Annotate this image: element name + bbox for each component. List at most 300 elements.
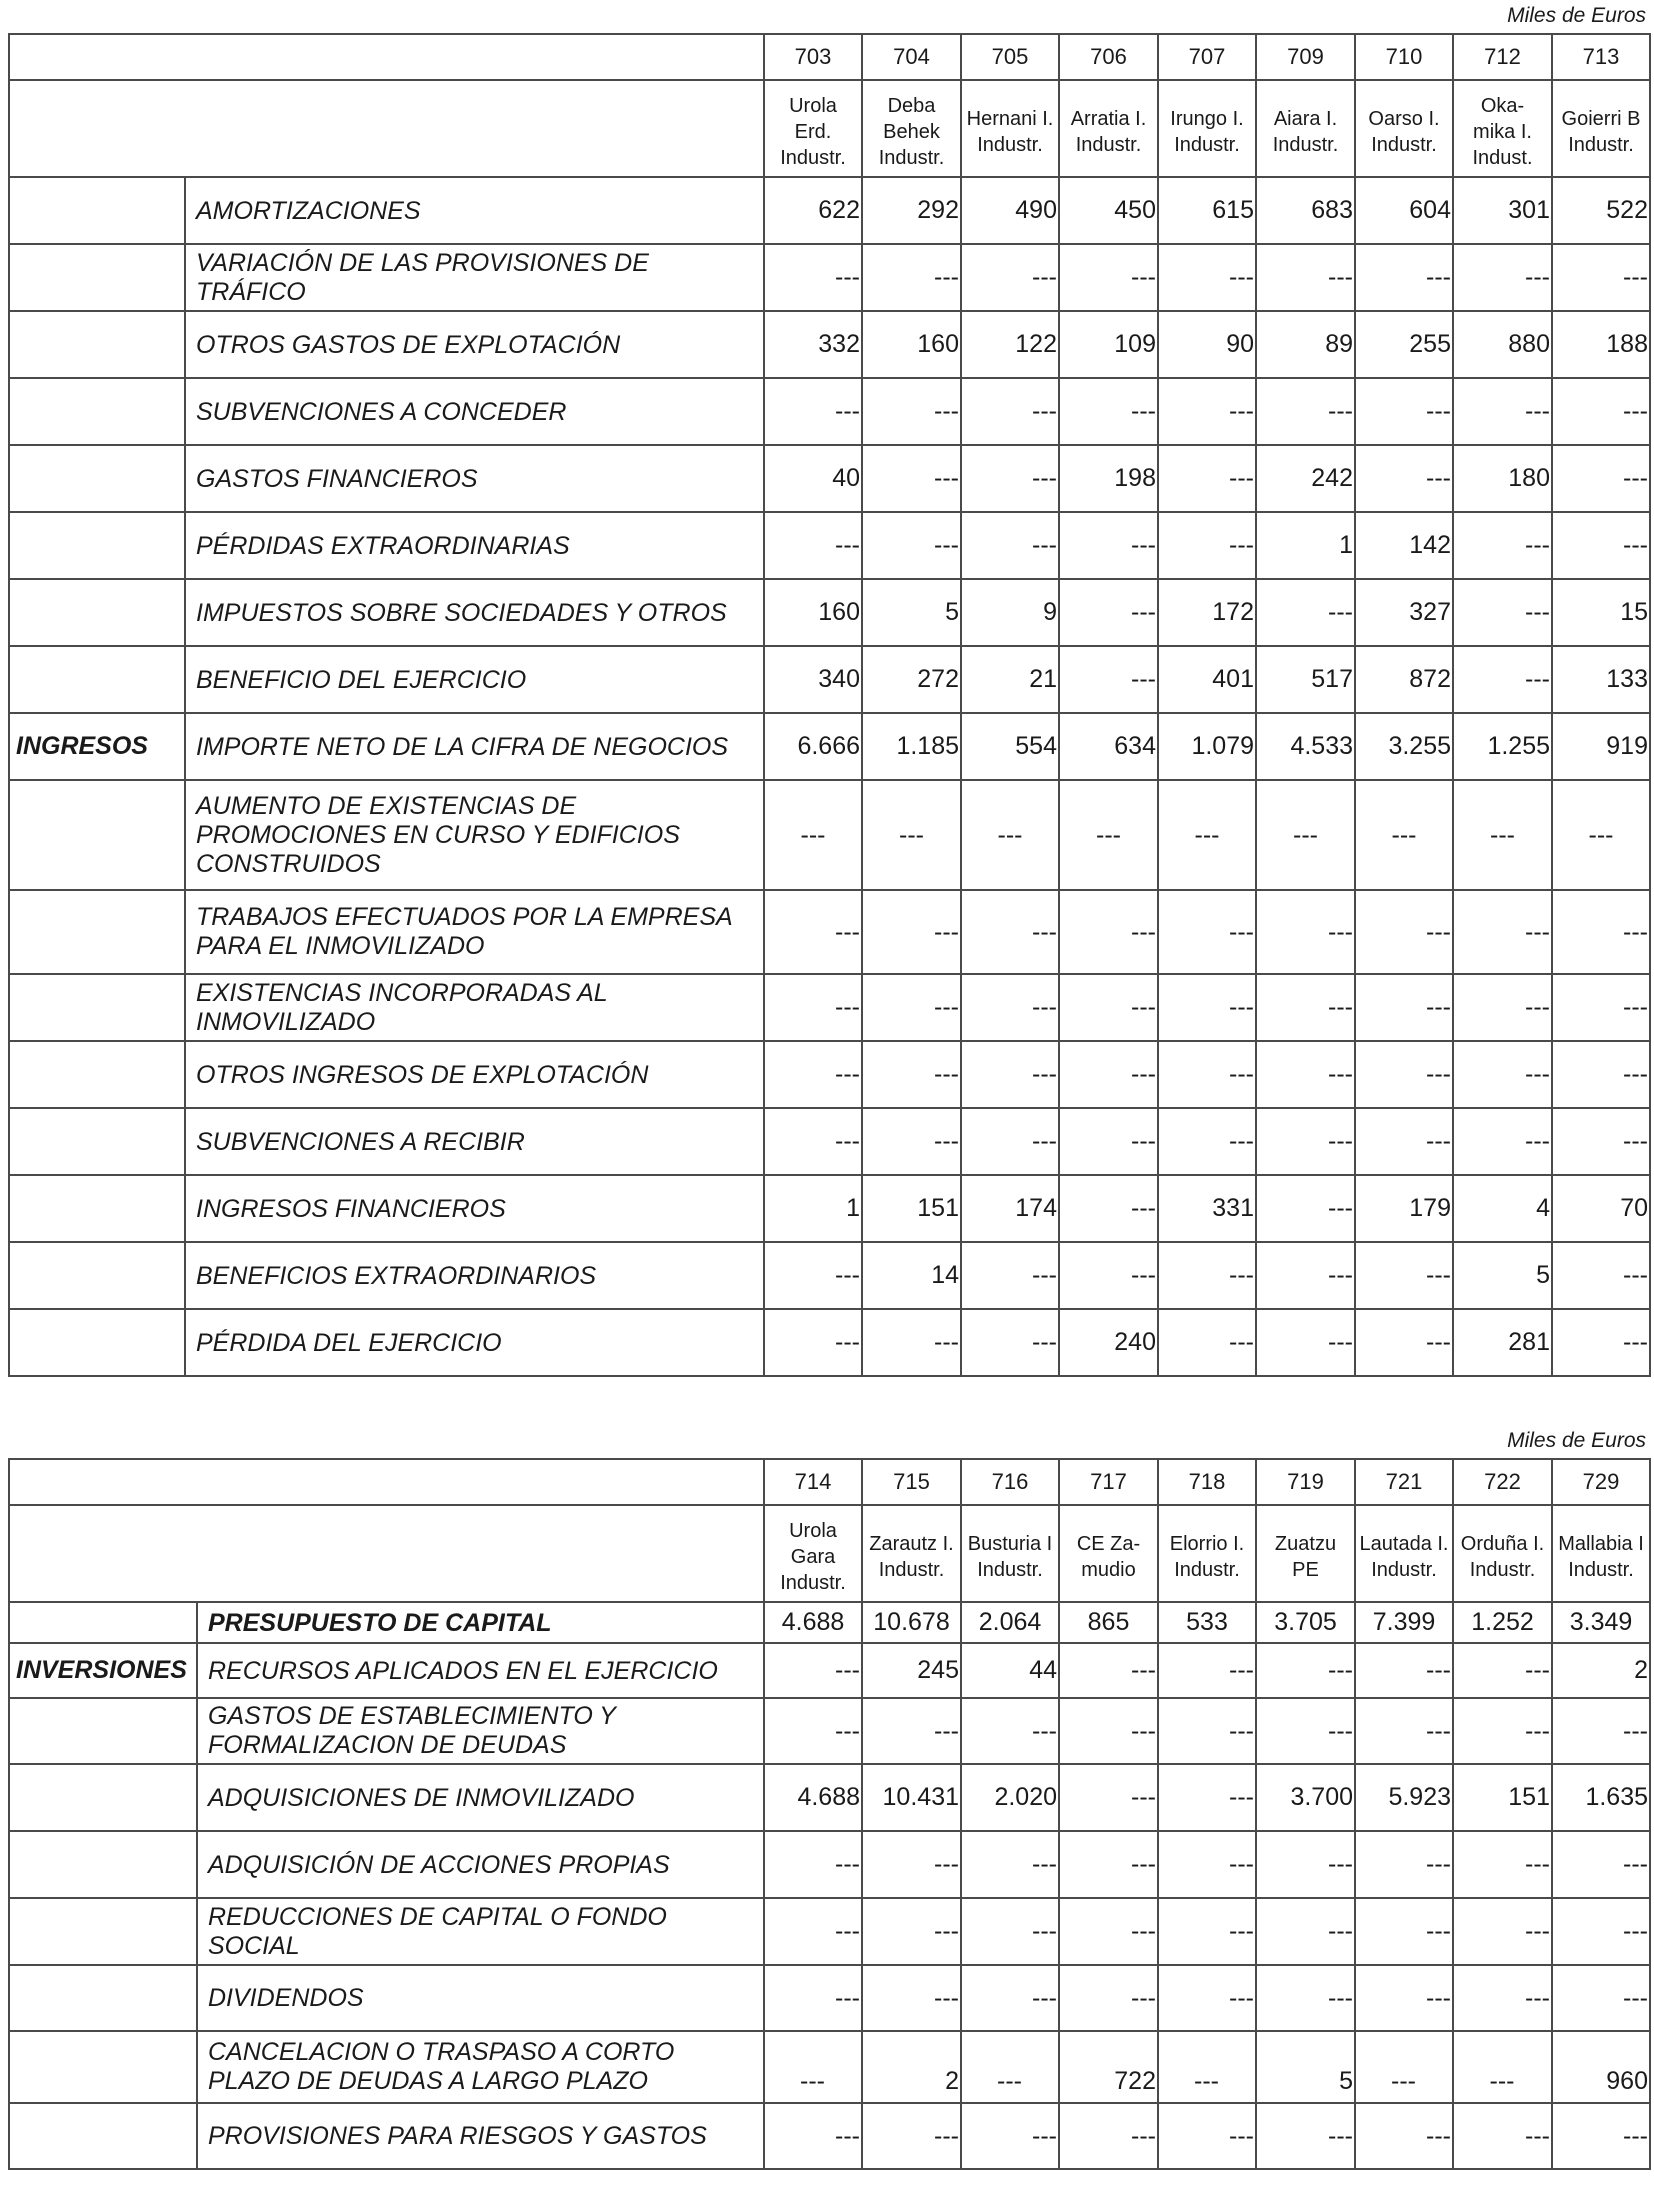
value-cell: --- xyxy=(862,244,961,311)
value-cell: --- xyxy=(961,780,1059,890)
value-cell: 90 xyxy=(1158,311,1256,378)
value-cell: --- xyxy=(1552,2103,1650,2169)
table-row-variacion-de-las-provisiones-de xyxy=(9,244,1650,311)
group-cell xyxy=(9,646,185,713)
header-blank-cell xyxy=(9,1459,764,1505)
value-cell: 9 xyxy=(961,579,1059,646)
entity-code: 715 xyxy=(862,1459,961,1505)
value-cell: 10.431 xyxy=(862,1764,961,1831)
value-cell: --- xyxy=(1059,1643,1158,1698)
entity-code: 709 xyxy=(1256,34,1355,80)
value-cell: 240 xyxy=(1059,1309,1158,1376)
value-cell: --- xyxy=(764,1309,862,1376)
group-cell xyxy=(9,244,185,311)
value-cell: 4.688 xyxy=(764,1602,862,1643)
value-cell: --- xyxy=(1256,1108,1355,1175)
group-cell xyxy=(9,780,185,890)
value-cell: 122 xyxy=(961,311,1059,378)
value-cell: 172 xyxy=(1158,579,1256,646)
value-cell: --- xyxy=(961,890,1059,974)
entity-name: Deba Behek Industr. xyxy=(862,80,961,177)
value-cell: --- xyxy=(1355,974,1453,1041)
table-row-dividendos xyxy=(9,1965,1650,2031)
entity-name: Oarso I. Industr. xyxy=(1355,80,1453,177)
value-cell: --- xyxy=(1552,1108,1650,1175)
table-row-adquisicion-de-acciones-propias xyxy=(9,1831,1650,1898)
row-label: BENEFICIOS EXTRAORDINARIOS xyxy=(185,1242,764,1309)
value-cell: --- xyxy=(1355,244,1453,311)
row-label: CANCELACION O TRASPASO A CORTO PLAZO DE DEUDAS A LARGO PLAZO xyxy=(197,2031,764,2103)
group-cell xyxy=(9,1108,185,1175)
entity-name: Aiara I. Industr. xyxy=(1256,80,1355,177)
value-cell: 89 xyxy=(1256,311,1355,378)
row-label: SUBVENCIONES A CONCEDER xyxy=(185,378,764,445)
value-cell: --- xyxy=(1256,780,1355,890)
value-cell: --- xyxy=(961,244,1059,311)
value-cell: --- xyxy=(1552,1041,1650,1108)
value-cell: --- xyxy=(764,1041,862,1108)
entity-name: Urola Gara Industr. xyxy=(764,1505,862,1602)
value-cell: 151 xyxy=(862,1175,961,1242)
value-cell: --- xyxy=(1158,1898,1256,1965)
table-row-beneficios-extraordinarios xyxy=(9,1242,1650,1309)
entity-code: 703 xyxy=(764,34,862,80)
value-cell: 517 xyxy=(1256,646,1355,713)
table-row-beneficio-del-ejercicio xyxy=(9,646,1650,713)
entity-name: Hernani I. Industr. xyxy=(961,80,1059,177)
value-cell: 180 xyxy=(1453,445,1552,512)
value-cell: 3.255 xyxy=(1355,713,1453,780)
row-label: RECURSOS APLICADOS EN EL EJERCICIO xyxy=(197,1643,764,1698)
value-cell: 292 xyxy=(862,177,961,244)
value-cell: --- xyxy=(1552,378,1650,445)
row-label: PRESUPUESTO DE CAPITAL xyxy=(197,1602,764,1643)
value-cell: 865 xyxy=(1059,1602,1158,1643)
value-cell: --- xyxy=(1453,1898,1552,1965)
value-cell: --- xyxy=(961,512,1059,579)
value-cell: --- xyxy=(862,512,961,579)
value-cell: --- xyxy=(1256,974,1355,1041)
value-cell: --- xyxy=(862,1831,961,1898)
value-cell: --- xyxy=(764,244,862,311)
group-label: INVERSIONES xyxy=(9,1643,197,1698)
value-cell: --- xyxy=(1158,445,1256,512)
value-cell: 6.666 xyxy=(764,713,862,780)
value-cell: --- xyxy=(1453,1108,1552,1175)
table-row-ingresos-financieros xyxy=(9,1175,1650,1242)
value-cell: 4.533 xyxy=(1256,713,1355,780)
entity-name: Lautada I. Industr. xyxy=(1355,1505,1453,1602)
value-cell: 2 xyxy=(1552,1643,1650,1698)
value-cell: --- xyxy=(961,2031,1059,2103)
entity-code: 707 xyxy=(1158,34,1256,80)
row-label: OTROS INGRESOS DE EXPLOTACIÓN xyxy=(185,1041,764,1108)
entity-code: 713 xyxy=(1552,34,1650,80)
value-cell: --- xyxy=(1158,1643,1256,1698)
value-cell: --- xyxy=(1453,579,1552,646)
value-cell: 44 xyxy=(961,1643,1059,1698)
entity-name: Elorrio I. Industr. xyxy=(1158,1505,1256,1602)
value-cell: 281 xyxy=(1453,1309,1552,1376)
value-cell: --- xyxy=(1552,1309,1650,1376)
entity-name: Goierri B Industr. xyxy=(1552,80,1650,177)
row-label: AMORTIZACIONES xyxy=(185,177,764,244)
value-cell: --- xyxy=(1552,244,1650,311)
value-cell: 554 xyxy=(961,713,1059,780)
group-cell xyxy=(9,1764,197,1831)
table-row-amortizaciones xyxy=(9,177,1650,244)
value-cell: --- xyxy=(1355,445,1453,512)
value-cell: --- xyxy=(1256,244,1355,311)
value-cell: 7.399 xyxy=(1355,1602,1453,1643)
value-cell: --- xyxy=(1453,1698,1552,1764)
value-cell: --- xyxy=(1256,1041,1355,1108)
value-cell: --- xyxy=(1552,780,1650,890)
value-cell: --- xyxy=(1059,1965,1158,2031)
value-cell: --- xyxy=(764,1108,862,1175)
value-cell: 188 xyxy=(1552,311,1650,378)
value-cell: --- xyxy=(1158,2031,1256,2103)
value-cell: 522 xyxy=(1552,177,1650,244)
group-cell xyxy=(9,579,185,646)
group-cell xyxy=(9,1175,185,1242)
value-cell: --- xyxy=(1453,512,1552,579)
value-cell: --- xyxy=(1453,2103,1552,2169)
entity-name: Arratia I. Industr. xyxy=(1059,80,1158,177)
row-label: VARIACIÓN DE LAS PROVISIONES DE TRÁFICO xyxy=(185,244,764,311)
table-row-otros-gastos-de-explotacion xyxy=(9,311,1650,378)
value-cell: --- xyxy=(961,1965,1059,2031)
group-label: INGRESOS xyxy=(9,713,185,780)
value-cell: --- xyxy=(961,1242,1059,1309)
value-cell: --- xyxy=(764,2103,862,2169)
value-cell: --- xyxy=(1059,1175,1158,1242)
value-cell: 960 xyxy=(1552,2031,1650,2103)
value-cell: --- xyxy=(862,1898,961,1965)
value-cell: --- xyxy=(1453,780,1552,890)
row-label: PÉRDIDAS EXTRAORDINARIAS xyxy=(185,512,764,579)
value-cell: --- xyxy=(1552,974,1650,1041)
value-cell: 722 xyxy=(1059,2031,1158,2103)
value-cell: 272 xyxy=(862,646,961,713)
value-cell: 5 xyxy=(1453,1242,1552,1309)
value-cell: --- xyxy=(1059,780,1158,890)
group-cell xyxy=(9,890,185,974)
value-cell: --- xyxy=(1059,1698,1158,1764)
units-note-1: Miles de Euros xyxy=(1507,4,1646,27)
value-cell: --- xyxy=(1552,1831,1650,1898)
value-cell: --- xyxy=(1158,2103,1256,2169)
table-row-gastos-financieros xyxy=(9,445,1650,512)
entity-code: 712 xyxy=(1453,34,1552,80)
value-cell: --- xyxy=(1355,1643,1453,1698)
value-cell: 4 xyxy=(1453,1175,1552,1242)
value-cell: --- xyxy=(1158,1831,1256,1898)
entity-name: Urola Erd. Industr. xyxy=(764,80,862,177)
value-cell: 683 xyxy=(1256,177,1355,244)
value-cell: --- xyxy=(1355,1309,1453,1376)
entity-code: 719 xyxy=(1256,1459,1355,1505)
group-cell xyxy=(9,512,185,579)
value-cell: --- xyxy=(1256,1831,1355,1898)
value-cell: --- xyxy=(862,445,961,512)
value-cell: --- xyxy=(961,1041,1059,1108)
value-cell: --- xyxy=(1059,1041,1158,1108)
row-label: AUMENTO DE EXISTENCIAS DE PROMOCIONES EN CURSO Y EDIFICIOS CONSTRUIDOS xyxy=(185,780,764,890)
value-cell: 1.635 xyxy=(1552,1764,1650,1831)
value-cell: --- xyxy=(1256,378,1355,445)
value-cell: --- xyxy=(1158,890,1256,974)
row-label: DIVIDENDOS xyxy=(197,1965,764,2031)
value-cell: 604 xyxy=(1355,177,1453,244)
header-blank-cell xyxy=(9,1505,764,1602)
budget-table-1 xyxy=(8,33,1651,1377)
value-cell: 5 xyxy=(862,579,961,646)
group-cell xyxy=(9,445,185,512)
value-cell: 242 xyxy=(1256,445,1355,512)
value-cell: --- xyxy=(1059,1831,1158,1898)
group-cell xyxy=(9,974,185,1041)
table-row-aumento-de-existencias-de xyxy=(9,780,1650,890)
value-cell: --- xyxy=(1355,1831,1453,1898)
value-cell: 1.079 xyxy=(1158,713,1256,780)
value-cell: 634 xyxy=(1059,713,1158,780)
value-cell: --- xyxy=(1552,512,1650,579)
table-row-existencias-incorporadas-al xyxy=(9,974,1650,1041)
value-cell: --- xyxy=(1158,244,1256,311)
value-cell: 880 xyxy=(1453,311,1552,378)
value-cell: --- xyxy=(1355,1108,1453,1175)
value-cell: --- xyxy=(862,974,961,1041)
group-cell xyxy=(9,311,185,378)
value-cell: 340 xyxy=(764,646,862,713)
entity-name: Irungo I. Industr. xyxy=(1158,80,1256,177)
value-cell: --- xyxy=(961,1831,1059,1898)
table-row-subvenciones-a-conceder xyxy=(9,378,1650,445)
entity-name: Zuatzu PE xyxy=(1256,1505,1355,1602)
value-cell: --- xyxy=(1059,2103,1158,2169)
table-row-recursos-aplicados-en-el-ejercicio xyxy=(9,1643,1650,1698)
value-cell: --- xyxy=(1453,1831,1552,1898)
value-cell: 1 xyxy=(764,1175,862,1242)
entity-code: 704 xyxy=(862,34,961,80)
table-row-perdida-del-ejercicio xyxy=(9,1309,1650,1376)
entity-name: Busturia I Industr. xyxy=(961,1505,1059,1602)
value-cell: --- xyxy=(1059,890,1158,974)
value-cell: --- xyxy=(1355,890,1453,974)
value-cell: --- xyxy=(1552,890,1650,974)
group-cell xyxy=(9,177,185,244)
value-cell: 245 xyxy=(862,1643,961,1698)
value-cell: 40 xyxy=(764,445,862,512)
row-label: EXISTENCIAS INCORPORADAS AL INMOVILIZADO xyxy=(185,974,764,1041)
value-cell: 1.255 xyxy=(1453,713,1552,780)
value-cell: 2 xyxy=(862,2031,961,2103)
name-row xyxy=(9,1505,1650,1602)
value-cell: --- xyxy=(1158,378,1256,445)
value-cell: --- xyxy=(1552,445,1650,512)
group-cell xyxy=(9,1602,197,1643)
row-label: GASTOS DE ESTABLECIMIENTO Y FORMALIZACION DE DEUDAS xyxy=(197,1698,764,1764)
table-row-otros-ingresos-de-explotacion xyxy=(9,1041,1650,1108)
value-cell: --- xyxy=(1552,1698,1650,1764)
value-cell: --- xyxy=(1355,2031,1453,2103)
value-cell: --- xyxy=(1256,2103,1355,2169)
value-cell: 3.705 xyxy=(1256,1602,1355,1643)
table-row-importe-neto-de-la-cifra-de-negocios xyxy=(9,713,1650,780)
value-cell: 3.349 xyxy=(1552,1602,1650,1643)
value-cell: 160 xyxy=(764,579,862,646)
value-cell: --- xyxy=(1453,244,1552,311)
code-row xyxy=(9,34,1650,80)
value-cell: 70 xyxy=(1552,1175,1650,1242)
units-note-2: Miles de Euros xyxy=(1507,1429,1646,1452)
value-cell: 533 xyxy=(1158,1602,1256,1643)
value-cell: --- xyxy=(862,780,961,890)
name-row xyxy=(9,80,1650,177)
value-cell: --- xyxy=(1059,1242,1158,1309)
entity-name: Orduña I. Industr. xyxy=(1453,1505,1552,1602)
group-cell xyxy=(9,1698,197,1764)
value-cell: 174 xyxy=(961,1175,1059,1242)
table-row-impuestos-sobre-sociedades-y-otros xyxy=(9,579,1650,646)
value-cell: 160 xyxy=(862,311,961,378)
value-cell: --- xyxy=(1256,1898,1355,1965)
value-cell: --- xyxy=(1059,1108,1158,1175)
value-cell: --- xyxy=(1158,1698,1256,1764)
value-cell: --- xyxy=(1453,1041,1552,1108)
value-cell: 615 xyxy=(1158,177,1256,244)
value-cell: --- xyxy=(1158,1041,1256,1108)
value-cell: 622 xyxy=(764,177,862,244)
table-row-presupuesto-de-capital xyxy=(9,1602,1650,1643)
entity-name: Oka- mika I. Indust. xyxy=(1453,80,1552,177)
value-cell: --- xyxy=(1355,378,1453,445)
value-cell: --- xyxy=(1355,1698,1453,1764)
table-row-perdidas-extraordinarias xyxy=(9,512,1650,579)
value-cell: --- xyxy=(961,445,1059,512)
value-cell: --- xyxy=(862,890,961,974)
entity-code: 714 xyxy=(764,1459,862,1505)
value-cell: 15 xyxy=(1552,579,1650,646)
value-cell: 490 xyxy=(961,177,1059,244)
value-cell: --- xyxy=(1059,1898,1158,1965)
value-cell: --- xyxy=(1453,890,1552,974)
value-cell: --- xyxy=(961,378,1059,445)
value-cell: --- xyxy=(862,1698,961,1764)
group-cell xyxy=(9,1242,185,1309)
value-cell: --- xyxy=(862,378,961,445)
value-cell: 327 xyxy=(1355,579,1453,646)
value-cell: 10.678 xyxy=(862,1602,961,1643)
table-row-adquisiciones-de-inmovilizado xyxy=(9,1764,1650,1831)
value-cell: 255 xyxy=(1355,311,1453,378)
entity-code: 710 xyxy=(1355,34,1453,80)
value-cell: --- xyxy=(961,1898,1059,1965)
value-cell: --- xyxy=(862,2103,961,2169)
value-cell: --- xyxy=(1552,1898,1650,1965)
value-cell: --- xyxy=(1256,1643,1355,1698)
value-cell: --- xyxy=(1355,1041,1453,1108)
value-cell: 3.700 xyxy=(1256,1764,1355,1831)
value-cell: --- xyxy=(961,1108,1059,1175)
value-cell: 401 xyxy=(1158,646,1256,713)
value-cell: --- xyxy=(1158,1309,1256,1376)
budget-table-2 xyxy=(8,1458,1651,2170)
value-cell: --- xyxy=(1158,1108,1256,1175)
value-cell: 301 xyxy=(1453,177,1552,244)
value-cell: --- xyxy=(1552,1965,1650,2031)
value-cell: --- xyxy=(1158,1764,1256,1831)
value-cell: 109 xyxy=(1059,311,1158,378)
value-cell: --- xyxy=(764,512,862,579)
row-label: IMPUESTOS SOBRE SOCIEDADES Y OTROS xyxy=(185,579,764,646)
row-label: GASTOS FINANCIEROS xyxy=(185,445,764,512)
row-label: SUBVENCIONES A RECIBIR xyxy=(185,1108,764,1175)
value-cell: --- xyxy=(1059,1764,1158,1831)
value-cell: --- xyxy=(1158,1242,1256,1309)
value-cell: 1.185 xyxy=(862,713,961,780)
value-cell: --- xyxy=(1453,646,1552,713)
value-cell: --- xyxy=(764,1242,862,1309)
value-cell: 4.688 xyxy=(764,1764,862,1831)
entity-name: Mallabia I Industr. xyxy=(1552,1505,1650,1602)
value-cell: 2.020 xyxy=(961,1764,1059,1831)
value-cell: --- xyxy=(764,780,862,890)
value-cell: 5 xyxy=(1256,2031,1355,2103)
value-cell: 198 xyxy=(1059,445,1158,512)
entity-code: 706 xyxy=(1059,34,1158,80)
row-label: IMPORTE NETO DE LA CIFRA DE NEGOCIOS xyxy=(185,713,764,780)
entity-code: 718 xyxy=(1158,1459,1256,1505)
value-cell: --- xyxy=(1059,512,1158,579)
value-cell: --- xyxy=(1158,780,1256,890)
value-cell: --- xyxy=(1453,974,1552,1041)
value-cell: --- xyxy=(764,974,862,1041)
value-cell: --- xyxy=(764,890,862,974)
group-cell xyxy=(9,2031,197,2103)
value-cell: 5.923 xyxy=(1355,1764,1453,1831)
value-cell: --- xyxy=(764,1898,862,1965)
table-row-gastos-de-establecimiento-y xyxy=(9,1698,1650,1764)
value-cell: --- xyxy=(862,1965,961,2031)
entity-code: 717 xyxy=(1059,1459,1158,1505)
value-cell: 142 xyxy=(1355,512,1453,579)
value-cell: 919 xyxy=(1552,713,1650,780)
value-cell: --- xyxy=(764,378,862,445)
header-blank-cell xyxy=(9,80,764,177)
row-label: ADQUISICIONES DE INMOVILIZADO xyxy=(197,1764,764,1831)
group-cell xyxy=(9,1898,197,1965)
value-cell: 1.252 xyxy=(1453,1602,1552,1643)
table-row-reducciones-de-capital-o-fondo xyxy=(9,1898,1650,1965)
value-cell: --- xyxy=(1453,1965,1552,2031)
value-cell: --- xyxy=(862,1041,961,1108)
row-label: PROVISIONES PARA RIESGOS Y GASTOS xyxy=(197,2103,764,2169)
value-cell: --- xyxy=(1453,1643,1552,1698)
value-cell: --- xyxy=(1158,974,1256,1041)
group-cell xyxy=(9,378,185,445)
value-cell: 331 xyxy=(1158,1175,1256,1242)
value-cell: --- xyxy=(764,1965,862,2031)
row-label: TRABAJOS EFECTUADOS POR LA EMPRESA PARA EL INMOVILIZADO xyxy=(185,890,764,974)
row-label: INGRESOS FINANCIEROS xyxy=(185,1175,764,1242)
value-cell: --- xyxy=(1355,1898,1453,1965)
value-cell: 179 xyxy=(1355,1175,1453,1242)
value-cell: --- xyxy=(862,1108,961,1175)
value-cell: --- xyxy=(1256,1242,1355,1309)
row-label: REDUCCIONES DE CAPITAL O FONDO SOCIAL xyxy=(197,1898,764,1965)
